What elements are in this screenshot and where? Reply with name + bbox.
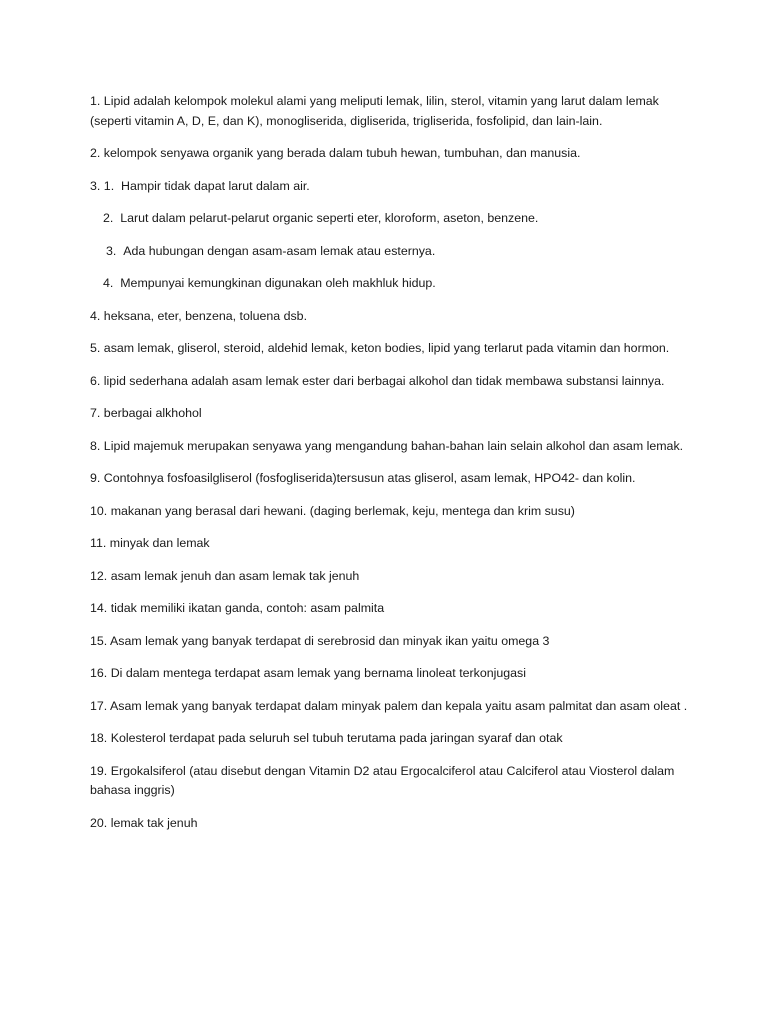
item-text: asam lemak jenuh dan asam lemak tak jenuh	[110, 568, 360, 583]
sub-item-number: 3.	[106, 243, 117, 258]
item-text: lemak tak jenuh	[110, 815, 198, 830]
item-number: 1.	[90, 94, 101, 108]
item-number: 17.	[90, 698, 108, 713]
item-number: 2.	[90, 146, 101, 160]
list-item	[90, 534, 690, 554]
list-item	[90, 307, 690, 327]
item-number: 5.	[90, 341, 101, 355]
list-item	[90, 664, 690, 684]
item-text: asam lemak, gliserol, steroid, aldehid lemak, keton bodies, lipid yang terlarut pada vitamin dan hormon.	[103, 341, 670, 355]
item-text: Kolesterol terdapat pada seluruh sel tubuh terutama pada jaringan syaraf dan otak	[110, 731, 563, 745]
item-text: makanan yang berasal dari hewani. (daging berlemak, keju, mentega dan krim susu)	[110, 503, 575, 518]
item-number: 11.	[90, 536, 107, 550]
item-number: 18.	[90, 731, 108, 745]
list-item	[90, 92, 690, 131]
list-item	[90, 177, 690, 197]
sub-item-number: 4.	[103, 276, 114, 290]
sub-item-text: Mempunyai kemungkinan digunakan oleh makhluk hidup.	[120, 276, 436, 290]
item-number: 8.	[90, 438, 101, 453]
sub-item-text: Ada hubungan dengan asam-asam lemak atau esternya.	[123, 243, 436, 258]
item-number: 9.	[90, 471, 101, 485]
list-item	[90, 697, 690, 717]
sub-item-text: Hampir tidak dapat larut dalam air.	[121, 178, 310, 193]
item-number: 15.	[90, 633, 108, 648]
item-text: Di dalam mentega terdapat asam lemak yang bernama linoleat terkonjugasi	[110, 666, 527, 680]
sub-item-number: 1.	[103, 178, 115, 193]
item-number: 10.	[90, 503, 108, 518]
item-number: 20.	[90, 815, 108, 830]
sub-list-item	[90, 242, 690, 262]
item-number: 12.	[90, 568, 108, 583]
item-text: Asam lemak yang banyak terdapat di serebrosid dan minyak ikan yaitu omega 3	[110, 633, 550, 648]
item-number: 4.	[90, 308, 101, 323]
item-text: lipid sederhana adalah asam lemak ester dari berbagai alkohol dan tidak membawa substansi lainnya.	[103, 373, 665, 388]
item-number: 6.	[90, 373, 101, 388]
item-text: minyak dan lemak	[109, 536, 210, 550]
list-item	[90, 729, 690, 749]
list-item	[90, 144, 690, 164]
item-number: 14.	[90, 601, 108, 615]
list-item	[90, 404, 690, 424]
item-number: 19.	[90, 763, 108, 778]
item-text: heksana, eter, benzena, toluena dsb.	[103, 308, 308, 323]
item-number: 3.	[90, 178, 101, 193]
list-item	[90, 437, 690, 457]
sub-item-number: 2.	[103, 211, 114, 225]
list-item	[90, 339, 690, 359]
item-text: tidak memiliki ikatan ganda, contoh: asam palmita	[110, 601, 385, 615]
sub-list-item	[90, 209, 690, 229]
item-text: berbagai alkhohol	[103, 406, 202, 420]
item-text: kelompok senyawa organik yang berada dalam tubuh hewan, tumbuhan, dan manusia.	[103, 146, 581, 160]
list-item	[90, 599, 690, 619]
item-text: Lipid majemuk merupakan senyawa yang mengandung bahan-bahan lain selain alkohol dan asam lemak.	[103, 438, 684, 453]
sub-list-item	[90, 274, 690, 294]
item-text: Lipid adalah kelompok molekul alami yang meliputi lemak, lilin, sterol, vitamin yang larut dalam lemak (seperti vitamin A, D, E, dan K), monogliserida, digliserida, trigliserida, fosfolipid, dan lain-lain.	[90, 94, 659, 128]
item-text: Ergokalsiferol (atau disebut dengan Vitamin D2 atau Ergocalciferol atau Calciferol atau Viosterol dalam bahasa inggris)	[90, 763, 675, 797]
list-item	[90, 469, 690, 489]
list-item	[90, 502, 690, 522]
list-item	[90, 632, 690, 652]
answer-list	[90, 92, 690, 846]
item-text: Asam lemak yang banyak terdapat dalam minyak palem dan kepala yaitu asam palmitat dan asam oleat .	[110, 698, 688, 713]
list-item	[90, 372, 690, 392]
item-number: 7.	[90, 406, 101, 420]
list-item	[90, 762, 690, 801]
list-item	[90, 814, 690, 834]
list-item	[90, 567, 690, 587]
item-text: Contohnya fosfoasilgliserol (fosfogliserida)tersusun atas gliserol, asam lemak, HPO42- dan kolin.	[103, 471, 636, 485]
item-number: 16.	[90, 666, 108, 680]
sub-item-text: Larut dalam pelarut-pelarut organic seperti eter, kloroform, aseton, benzene.	[120, 211, 539, 225]
